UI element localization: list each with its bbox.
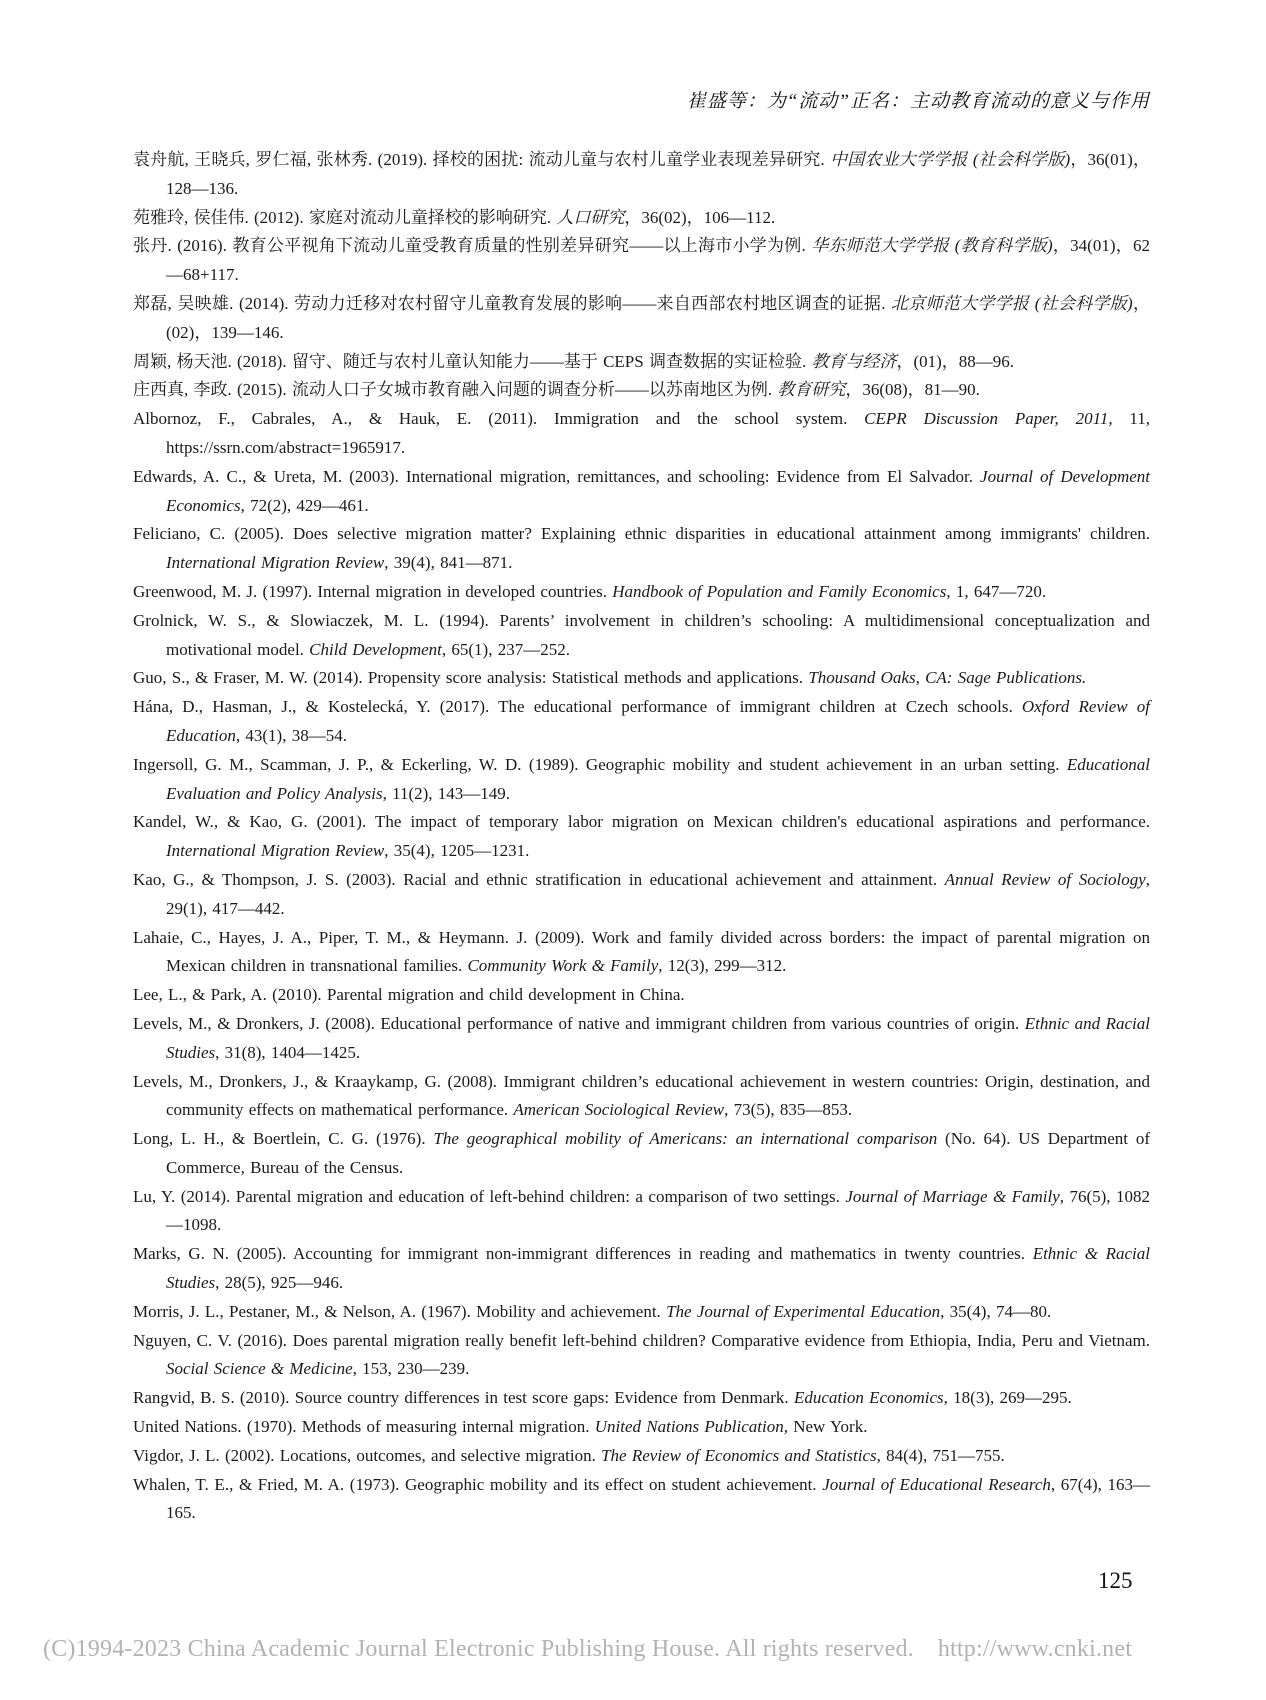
- reference-item: [133, 693, 1150, 751]
- reference-text: Whalen, T. E., & Fried, M. A. (1973). Geographic mobility and its effect on student achievement.: [133, 1474, 823, 1494]
- reference-text: 苑雅玲, 侯佳伟. (2012). 家庭对流动儿童择校的影响研究.: [133, 207, 557, 227]
- journal-title: Educational Evaluation and Policy Analysis: [166, 754, 1150, 803]
- reference-item: [133, 924, 1150, 982]
- journal-title: 人口研究: [556, 207, 625, 227]
- reference-text: ，36(02)，106—112.: [624, 207, 776, 227]
- footer-copyright-text: (C)1994-2023 China Academic Journal Electronic Publishing House. All rights reserved.: [43, 1636, 914, 1662]
- reference-text: Levels, M., Dronkers, J., & Kraaykamp, G. (2008). Immigrant children’s educational achievement in western countries: Origin, destination, and community effects on mathematical performance.: [133, 1071, 1150, 1120]
- reference-text: Long, L. H., & Boertlein, C. G. (1976).: [133, 1129, 434, 1149]
- reference-item: [133, 290, 1150, 348]
- reference-text: (No. 64). US Department of Commerce, Bureau of the Census.: [166, 1129, 1150, 1177]
- reference-text: ，36(08)，81—90.: [845, 380, 980, 400]
- reference-text: Levels, M., & Dronkers, J. (2008). Educational performance of native and immigrant children from various countries of origin.: [133, 1013, 1025, 1033]
- journal-title: United Nations Publication,: [594, 1417, 788, 1437]
- reference-text: , 43(1), 38—54.: [235, 725, 347, 745]
- journal-title: 华东师范大学学报 (教育科学版): [811, 236, 1053, 256]
- reference-text: ，34(01)，62—68+117.: [166, 236, 1150, 285]
- reference-text: , 65(1), 237—252.: [441, 639, 570, 659]
- reference-text: , 1, 647—720.: [946, 581, 1047, 601]
- reference-text: , 35(4), 1205—1231.: [384, 841, 530, 861]
- reference-text: , 28(5), 925—946.: [215, 1273, 344, 1293]
- journal-title: Journal of Marriage & Family: [845, 1186, 1060, 1206]
- reference-item: [133, 607, 1150, 665]
- reference-item: [133, 981, 1150, 1010]
- reference-item: [133, 1183, 1150, 1241]
- reference-item: [133, 204, 1150, 233]
- journal-title: Annual Review of Sociology: [944, 869, 1146, 889]
- journal-title: Ethnic and Racial Studies: [166, 1013, 1150, 1062]
- reference-item: [133, 376, 1150, 405]
- page-number: 125: [1098, 1568, 1133, 1593]
- journal-title: American Sociological Review: [513, 1100, 725, 1120]
- reference-item: [133, 1010, 1150, 1068]
- reference-text: , 39(4), 841—871.: [384, 553, 513, 573]
- journal-title: 教育与经济: [811, 351, 897, 371]
- journal-title: The Journal of Experimental Education: [666, 1301, 941, 1321]
- reference-item: [133, 1384, 1150, 1413]
- reference-text: Edwards, A. C., & Ureta, M. (2003). International migration, remittances, and schooling: Evidence from El Salvador.: [133, 466, 981, 486]
- journal-title: Journal of Development Economics: [166, 466, 1150, 515]
- journal-title: Community Work & Family: [467, 956, 659, 976]
- reference-item: [133, 866, 1150, 924]
- reference-text: 袁舟航, 王晓兵, 罗仁福, 张林秀. (2019). 择校的困扰: 流动儿童与农村儿童学业表现差异研究.: [133, 150, 831, 169]
- journal-title: Thousand Oaks, CA: Sage Publications.: [808, 668, 1087, 688]
- reference-text: Guo, S., & Fraser, M. W. (2014). Propensity score analysis: Statistical methods and applications.: [133, 668, 809, 688]
- reference-item: [133, 1327, 1150, 1385]
- reference-text: Ingersoll, G. M., Scamman, J. P., & Eckerling, W. D. (1989). Geographic mobility and student achievement in an urban setting.: [133, 754, 1067, 774]
- journal-title: International Migration Review: [166, 841, 385, 861]
- reference-text: Hána, D., Hasman, J., & Kostelecká, Y. (2017). The educational performance of immigrant children at Czech schools.: [133, 697, 1022, 717]
- reference-item: [133, 578, 1150, 607]
- reference-text: ，36(01)，128—136.: [166, 150, 1150, 198]
- reference-text: ，(02)，139—146.: [166, 293, 1150, 342]
- journal-title: International Migration Review: [166, 553, 385, 573]
- reference-item: [133, 463, 1150, 521]
- reference-text: , 72(2), 429—461.: [240, 495, 369, 515]
- reference-text: ，(01)，88—96.: [896, 351, 1015, 371]
- reference-text: Marks, G. N. (2005). Accounting for immigrant non-immigrant differences in reading and mathematics in twenty countries.: [133, 1244, 1033, 1264]
- reference-item: [133, 751, 1150, 809]
- journal-title: Oxford Review of Education: [166, 697, 1150, 745]
- journal-title: Child Development: [309, 639, 442, 659]
- reference-text: 周颖, 杨天池. (2018). 留守、随迁与农村儿童认知能力——基于 CEPS 调查数据的实证检验.: [133, 351, 812, 371]
- reference-text: United Nations. (1970). Methods of measuring internal migration.: [133, 1417, 595, 1437]
- reference-text: Feliciano, C. (2005). Does selective migration matter? Explaining ethnic disparities in educational attainment among immigrants' children.: [133, 524, 1150, 544]
- references-list: [133, 146, 1150, 1528]
- journal-title: 教育研究: [777, 380, 846, 400]
- reference-text: 张丹. (2016). 教育公平视角下流动儿童受教育质量的性别差异研究——以上海市小学为例.: [133, 236, 812, 256]
- journal-title: Journal of Educational Research: [822, 1474, 1051, 1494]
- journal-title: 北京师范大学学报 (社会科学版): [890, 293, 1133, 313]
- journal-title: CEPR Discussion Paper, 2011,: [864, 409, 1113, 429]
- reference-item: [133, 520, 1150, 578]
- reference-item: [133, 232, 1150, 290]
- running-head: 崔盛等：为“流动”正名：主动教育流动的意义与作用: [686, 91, 1150, 112]
- journal-title: Social Science & Medicine: [166, 1359, 353, 1379]
- journal-title: Handbook of Population and Family Economics: [612, 581, 947, 601]
- journal-title: Ethnic & Racial Studies: [166, 1244, 1150, 1293]
- reference-item: [133, 1442, 1150, 1471]
- reference-text: Rangvid, B. S. (2010). Source country differences in test score gaps: Evidence from Denmark.: [133, 1388, 794, 1408]
- reference-text: , 29(1), 417—442.: [166, 869, 1150, 918]
- reference-text: Morris, J. L., Pestaner, M., & Nelson, A. (1967). Mobility and achievement.: [133, 1301, 667, 1321]
- reference-text: 11, https://ssrn.com/abstract=1965917.: [166, 409, 1151, 457]
- reference-text: New York.: [787, 1417, 868, 1437]
- reference-text: , 84(4), 751—755.: [876, 1445, 1005, 1465]
- reference-text: Lu, Y. (2014). Parental migration and education of left-behind children: a comparison of two settings.: [133, 1186, 846, 1206]
- reference-item: [133, 1240, 1150, 1298]
- reference-item: [133, 1298, 1150, 1327]
- reference-text: , 153, 230—239.: [352, 1359, 470, 1379]
- reference-text: Greenwood, M. J. (1997). Internal migration in developed countries.: [133, 581, 613, 601]
- journal-title: The Review of Economics and Statistics: [601, 1445, 877, 1465]
- reference-text: , 73(5), 835—853.: [724, 1100, 853, 1120]
- reference-text: , 31(8), 1404—1425.: [215, 1042, 361, 1062]
- reference-text: , 67(4), 163—165.: [166, 1474, 1151, 1523]
- reference-text: Albornoz, F., Cabrales, A., & Hauk, E. (2011). Immigration and the school system.: [133, 409, 865, 429]
- reference-text: , 18(3), 269—295.: [943, 1388, 1072, 1408]
- journal-title: The geographical mobility of Americans: an international comparison: [433, 1129, 938, 1149]
- cnki-footer: [43, 1636, 1132, 1663]
- reference-item: [133, 1471, 1150, 1529]
- reference-text: Kao, G., & Thompson, J. S. (2003). Racial and ethnic stratification in educational achievement and attainment.: [133, 869, 945, 889]
- reference-text: Nguyen, C. V. (2016). Does parental migration really benefit left-behind children? Comparative evidence from Ethiopia, India, Peru and Vietnam.: [133, 1330, 1150, 1350]
- reference-text: Lahaie, C., Hayes, J. A., Piper, T. M., & Heymann. J. (2009). Work and family divided across borders: the impact of parental migration on Mexican children in transnational families.: [133, 927, 1150, 976]
- reference-item: [133, 1125, 1150, 1183]
- journal-title: 中国农业大学学报 (社会科学版): [830, 150, 1071, 169]
- reference-text: , 12(3), 299—312.: [658, 956, 787, 976]
- reference-item: [133, 348, 1150, 377]
- reference-item: [133, 146, 1150, 204]
- reference-text: , 11(2), 143—149.: [382, 783, 511, 803]
- reference-text: , 76(5), 1082—1098.: [166, 1186, 1150, 1235]
- reference-item: [133, 405, 1150, 463]
- reference-text: 郑磊, 吴映雄. (2014). 劳动力迁移对农村留守儿童教育发展的影响——来自西部农村地区调查的证据.: [133, 293, 891, 313]
- reference-text: Lee, L., & Park, A. (2010). Parental migration and child development in China.: [133, 985, 685, 1005]
- reference-item: [133, 1413, 1150, 1442]
- reference-item: [133, 1068, 1150, 1126]
- reference-item: [133, 808, 1150, 866]
- reference-text: Grolnick, W. S., & Slowiaczek, M. L. (1994). Parents’ involvement in children’s schooling: A multidimensional conceptualization and motivational model.: [133, 610, 1150, 659]
- reference-text: Vigdor, J. L. (2002). Locations, outcomes, and selective migration.: [133, 1445, 602, 1465]
- journal-title: Education Economics: [793, 1388, 944, 1408]
- reference-item: [133, 664, 1150, 693]
- reference-text: , 35(4), 74—80.: [940, 1301, 1052, 1321]
- footer-cnki-url: http://www.cnki.net: [937, 1636, 1133, 1662]
- reference-text: 庄西真, 李政. (2015). 流动人口子女城市教育融入问题的调查分析——以苏南地区为例.: [133, 380, 778, 400]
- reference-text: Kandel, W., & Kao, G. (2001). The impact of temporary labor migration on Mexican children's educational aspirations and performance.: [133, 812, 1150, 832]
